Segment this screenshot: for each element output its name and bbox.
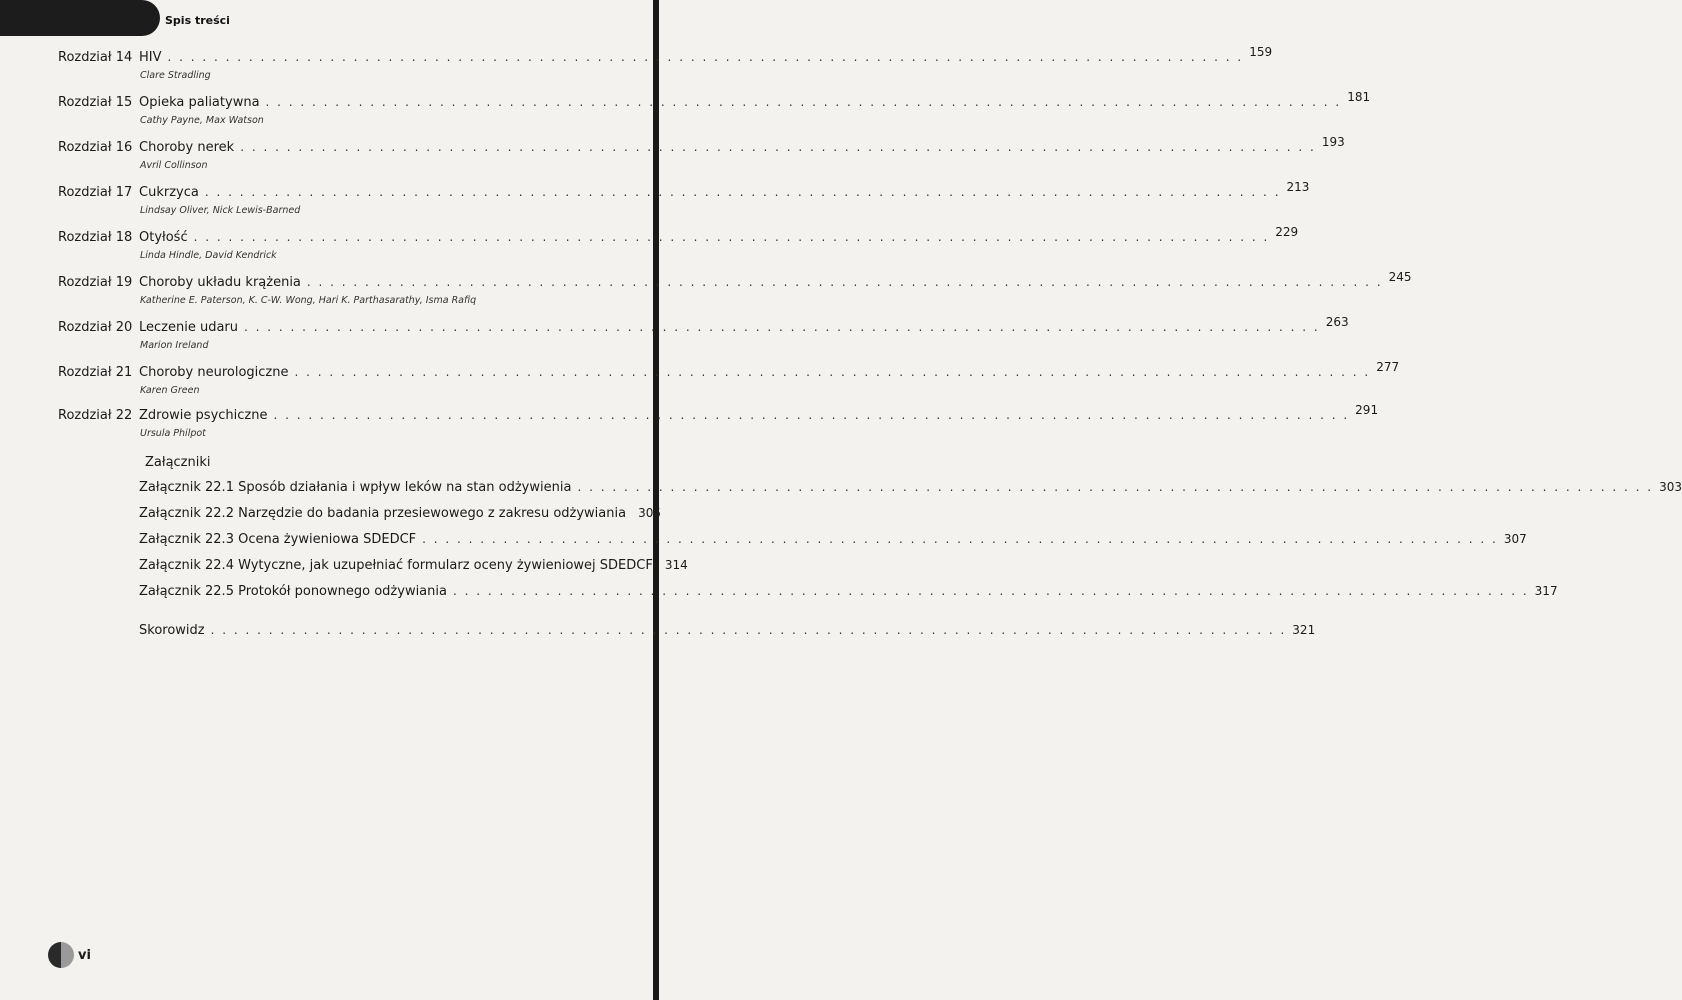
appendix-line	[139, 506, 661, 521]
leader-dots	[453, 584, 1529, 598]
chapter-authors: Cathy Payne, Max Watson	[140, 115, 264, 126]
chapter-title[interactable]: Choroby nerek	[139, 140, 235, 155]
page-number: 305	[638, 506, 661, 520]
show-through-decoration	[60, 470, 560, 870]
appendix-title[interactable]: Załącznik 22.2 Narzędzie do badania przesiewowego z zakresu odżywiania	[139, 506, 627, 521]
leader-dots	[194, 230, 1270, 244]
chapter-label: Rozdział 22	[58, 408, 133, 423]
page-number: 317	[1534, 584, 1558, 598]
chapter-title[interactable]: Otyłość	[139, 230, 188, 245]
chapter-authors: Avril Collinson	[140, 160, 208, 171]
page-number: 277	[1376, 360, 1400, 374]
chapter-title-line	[139, 270, 1412, 290]
chapter-title-line	[139, 360, 1400, 380]
chapter-label: Rozdział 15	[58, 95, 133, 110]
appendix-heading: Załączniki	[145, 455, 211, 470]
chapter-title[interactable]: Cukrzyca	[139, 185, 199, 200]
page-number: 229	[1275, 225, 1299, 239]
leader-dots	[577, 480, 1653, 494]
chapter-authors: Lindsay Oliver, Nick Lewis-Barned	[140, 205, 301, 216]
page-number: 213	[1286, 180, 1310, 194]
index-line	[139, 623, 1316, 638]
chapter-title-line	[139, 90, 1371, 110]
chapter-title-line	[139, 225, 1299, 245]
leader-dots	[266, 95, 1342, 109]
leader-dots	[295, 365, 1371, 379]
chapter-authors: Karen Green	[140, 385, 200, 396]
appendix-line	[139, 480, 1682, 495]
page-number: 321	[1292, 623, 1316, 637]
chapter-label: Rozdział 16	[58, 140, 133, 155]
leader-dots	[244, 320, 1320, 334]
header-bar	[0, 0, 160, 36]
page-number: 181	[1347, 90, 1371, 104]
chapter-label: Rozdział 14	[58, 50, 133, 65]
leader-dots	[307, 275, 1383, 289]
chapter-title[interactable]: Zdrowie psychiczne	[139, 408, 268, 423]
chapter-title[interactable]: Choroby układu krążenia	[139, 275, 301, 290]
leader-dots	[240, 140, 1316, 154]
chapter-authors: Clare Stradling	[140, 70, 211, 81]
appendix-line	[139, 532, 1527, 547]
page-number: 303	[1659, 480, 1682, 494]
appendix-line	[139, 584, 1558, 599]
chapter-title[interactable]: Opieka paliatywna	[139, 95, 260, 110]
page-number: 307	[1503, 532, 1527, 546]
leader-dots	[273, 408, 1349, 422]
leader-dots	[205, 185, 1281, 199]
page-number: 193	[1321, 135, 1345, 149]
leader-dots	[168, 50, 1244, 64]
chapter-title[interactable]: HIV	[139, 50, 162, 65]
chapter-label: Rozdział 21	[58, 365, 133, 380]
index-title[interactable]: Skorowidz	[139, 623, 205, 638]
appendix-title[interactable]: Załącznik 22.3 Ocena żywieniowa SDEDCF	[139, 532, 417, 547]
chapter-title[interactable]: Leczenie udaru	[139, 320, 239, 335]
page-number: 314	[664, 558, 688, 572]
chapter-title-line	[139, 45, 1273, 65]
running-header: Spis treści	[165, 14, 230, 27]
chapter-authors: Linda Hindle, David Kendrick	[140, 250, 277, 261]
chapter-label: Rozdział 17	[58, 185, 133, 200]
footer-marker-icon	[48, 942, 74, 968]
chapter-label: Rozdział 18	[58, 230, 133, 245]
chapter-authors: Ursula Philpot	[140, 428, 206, 439]
page-number: 263	[1325, 315, 1349, 329]
chapter-label: Rozdział 19	[58, 275, 133, 290]
appendix-title[interactable]: Załącznik 22.4 Wytyczne, jak uzupełniać formularz oceny żywieniowej SDEDCF	[139, 558, 653, 573]
appendix-title[interactable]: Załącznik 22.1 Sposób działania i wpływ leków na stan odżywienia	[139, 480, 572, 495]
chapter-authors: Marion Ireland	[140, 340, 209, 351]
chapter-label: Rozdział 20	[58, 320, 133, 335]
page-number: 291	[1355, 403, 1379, 417]
chapter-title-line	[139, 315, 1349, 335]
chapter-authors: Katherine E. Paterson, K. C-W. Wong, Hari K. Parthasarathy, Isma Rafiq	[140, 295, 477, 306]
chapter-title-line	[139, 135, 1345, 155]
appendix-title[interactable]: Załącznik 22.5 Protokół ponownego odżywiania	[139, 584, 447, 599]
page-number: 245	[1388, 270, 1412, 284]
leader-dots	[211, 623, 1287, 637]
page-number: 159	[1249, 45, 1273, 59]
leader-dots	[422, 532, 1498, 546]
appendix-line	[139, 558, 688, 573]
folio-page-number: vi	[78, 948, 91, 963]
chapter-title[interactable]: Choroby neurologiczne	[139, 365, 289, 380]
chapter-title-line	[139, 180, 1310, 200]
chapter-title-line	[139, 403, 1379, 423]
